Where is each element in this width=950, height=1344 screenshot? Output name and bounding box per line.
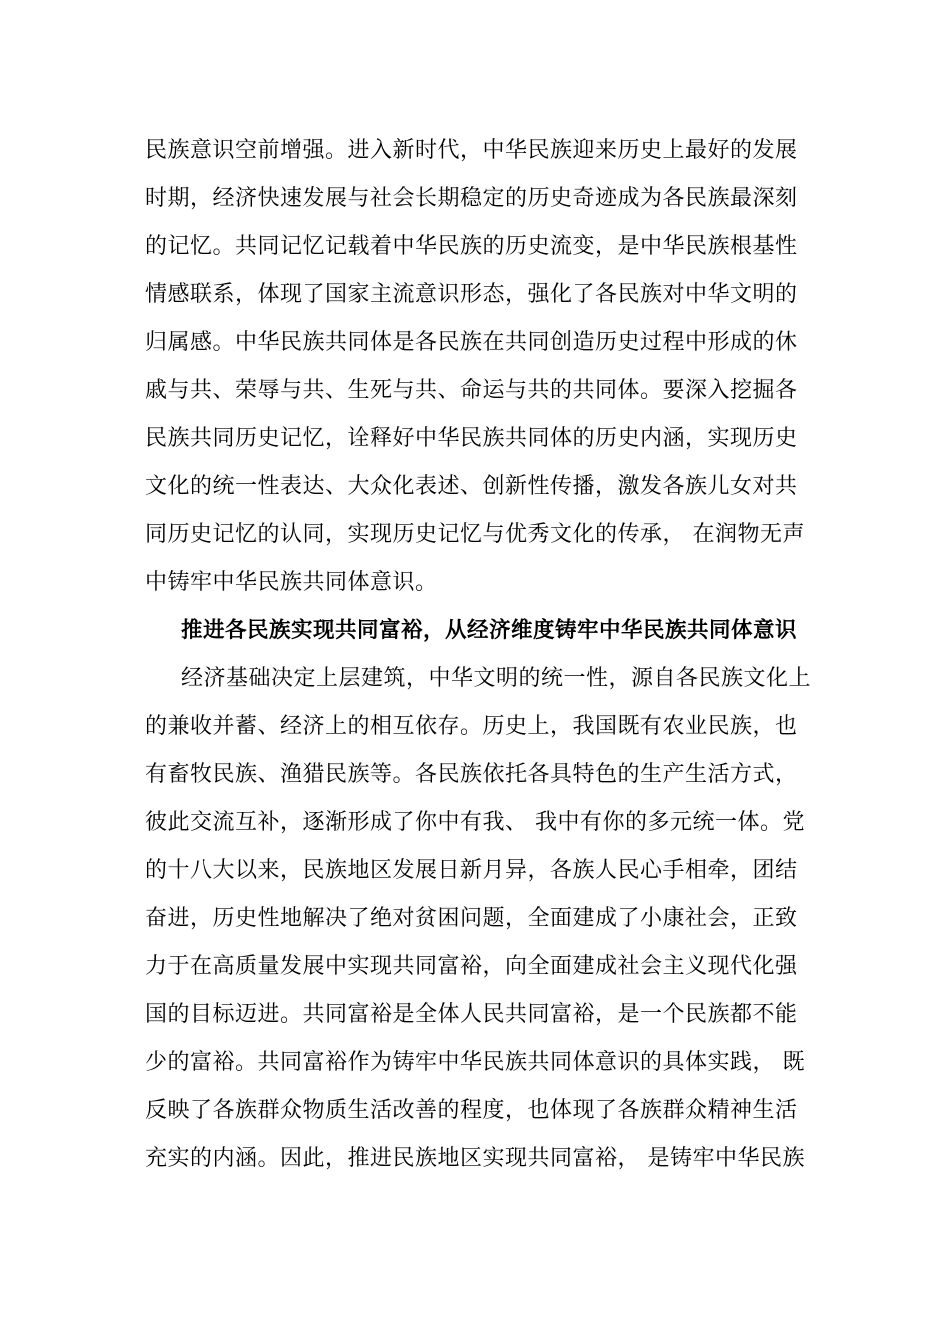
paragraph1-line-5: 归属感。中华民族共同体是各民族在共同创造历史过程中形成的休 xyxy=(145,330,798,355)
paragraph2-line-1: 经济基础决定上层建筑，中华文明的统一性，源自各民族文化上 xyxy=(181,666,812,691)
paragraph1-line-1: 民族意识空前增强。进入新时代，中华民族迎来历史上最好的发展 xyxy=(145,138,798,163)
paragraph2-line-5: 的十八大以来，民族地区发展日新月异，各族人民心手相牵，团结 xyxy=(145,858,798,883)
paragraph2-line-10: 反映了各族群众物质生活改善的程度，也体现了各族群众精神生活 xyxy=(145,1098,798,1123)
paragraph1-line-4: 情感联系，体现了国家主流意识形态，强化了各民族对中华文明的 xyxy=(145,282,798,307)
paragraph1-line-2: 时期，经济快速发展与社会长期稳定的历史奇迹成为各民族最深刻 xyxy=(145,186,798,211)
paragraph1-line-9: 同历史记忆的认同，实现历史记忆与优秀文化的传承， 在润物无声 xyxy=(145,522,805,547)
paragraph1-line-6: 戚与共、荣辱与共、生死与共、命运与共的共同体。要深入挖掘各 xyxy=(145,378,798,403)
paragraph2-line-3: 有畜牧民族、渔猎民族等。各民族依托各具特色的生产生活方式， xyxy=(145,762,798,787)
paragraph2-line-8: 国的目标迈进。共同富裕是全体人民共同富裕，是一个民族都不能 xyxy=(145,1002,798,1027)
paragraph1-line-8: 文化的统一性表达、大众化表述、创新性传播，激发各族儿女对共 xyxy=(145,474,798,499)
paragraph2-line-4: 彼此交流互补，逐渐形成了你中有我、 我中有你的多元统一体。党 xyxy=(145,810,805,835)
paragraph2-line-6: 奋进，历史性地解决了绝对贫困问题，全面建成了小康社会，正致 xyxy=(145,906,798,931)
paragraph2-line-2: 的兼收并蓄、经济上的相互依存。历史上，我国既有农业民族，也 xyxy=(145,714,798,739)
section-heading: 推进各民族实现共同富裕，从经济维度铸牢中华民族共同体意识 xyxy=(181,618,798,643)
paragraph2-line-9: 少的富裕。共同富裕作为铸牢中华民族共同体意识的具体实践， 既 xyxy=(145,1050,805,1075)
paragraph1-line-7: 民族共同历史记忆，诠释好中华民族共同体的历史内涵，实现历史 xyxy=(145,426,798,451)
paragraph1-line-10: 中铸牢中华民族共同体意识。 xyxy=(145,570,438,595)
paragraph1-line-3: 的记忆。共同记忆记载着中华民族的历史流变，是中华民族根基性 xyxy=(145,234,798,259)
paragraph2-line-7: 力于在高质量发展中实现共同富裕，向全面建成社会主义现代化强 xyxy=(145,954,798,979)
paragraph2-line-11: 充实的内涵。因此，推进民族地区实现共同富裕， 是铸牢中华民族 xyxy=(145,1146,805,1171)
